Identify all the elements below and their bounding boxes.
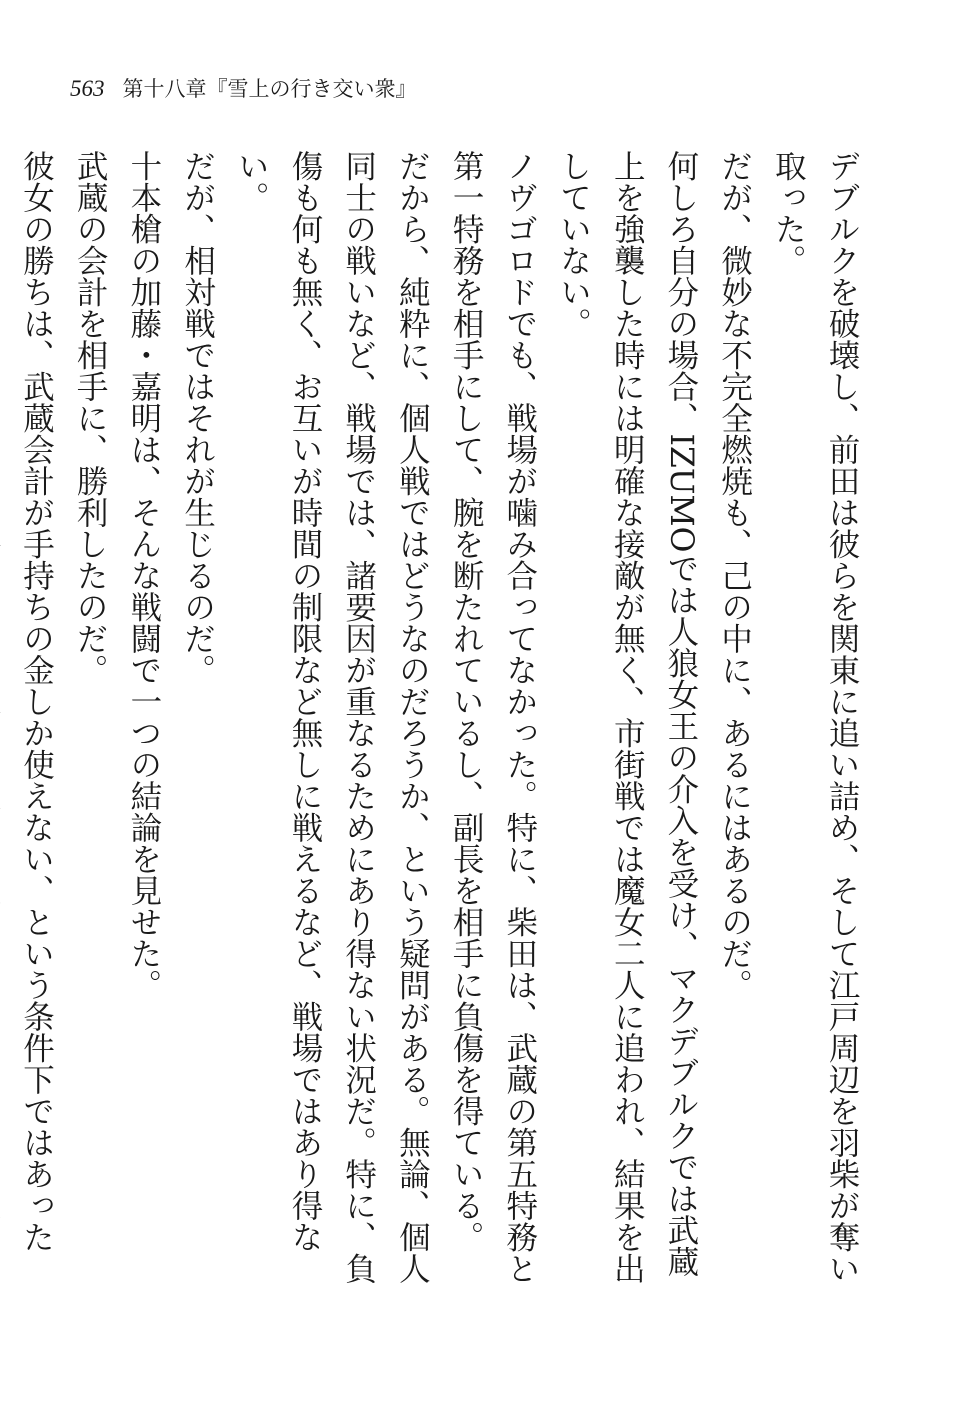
paragraph-8: 武蔵の会計を相手に、勝利したのだ。 — [72, 150, 109, 686]
paragraph-2: だが、微妙な不完全燃焼も、己の中に、あるにはあるのだ。 — [716, 150, 753, 1001]
vertical-body-text — [18, 150, 868, 1290]
page-number: 563 — [70, 76, 105, 101]
paragraph-5: だから、純粋に、個人戦ではどうなのだろうか、という疑問がある。無論、個人同士の戦いなど、戦場では、諸要因が重なるためにあり得ない状況だ。特に、負傷も何も無く、お互いが時間の制限など無しに戦えるなど、戦場ではあり得ない。 — [233, 150, 431, 1284]
paragraph-1: デブルクを破壊し、前田は彼らを関東に追い詰め、そして江戸周辺を羽柴が奪い取った。 — [770, 150, 860, 1284]
paragraph-6: だが、相対戦ではそれが生じるのだ。 — [179, 150, 216, 686]
chapter-title: 第十八章『雪上の行き交い衆』 — [122, 77, 417, 101]
paragraph-9: 彼女の勝ちは、武蔵会計が手持ちの金しか使えない、という条件下ではあった — [18, 150, 55, 1253]
paragraph-3: 何しろ自分の場合、IZUMOでは人狼女王の介入を受け、マクデブルクでは武蔵上を強襲した時には明確な接敵が無く、市街戦では魔女二人に追われ、結果を出していない。 — [555, 150, 699, 1284]
running-header — [70, 76, 417, 103]
paragraph-4: ノヴゴロドでも、戦場が噛み合ってなかった。特に、柴田は、武蔵の第五特務と第一特務を相手にして、腕を断たれているし、副長を相手に負傷を得ている。 — [448, 150, 538, 1284]
paragraph-7: 十本槍の加藤・嘉明は、そんな戦闘で一つの結論を見せた。 — [125, 150, 162, 1001]
